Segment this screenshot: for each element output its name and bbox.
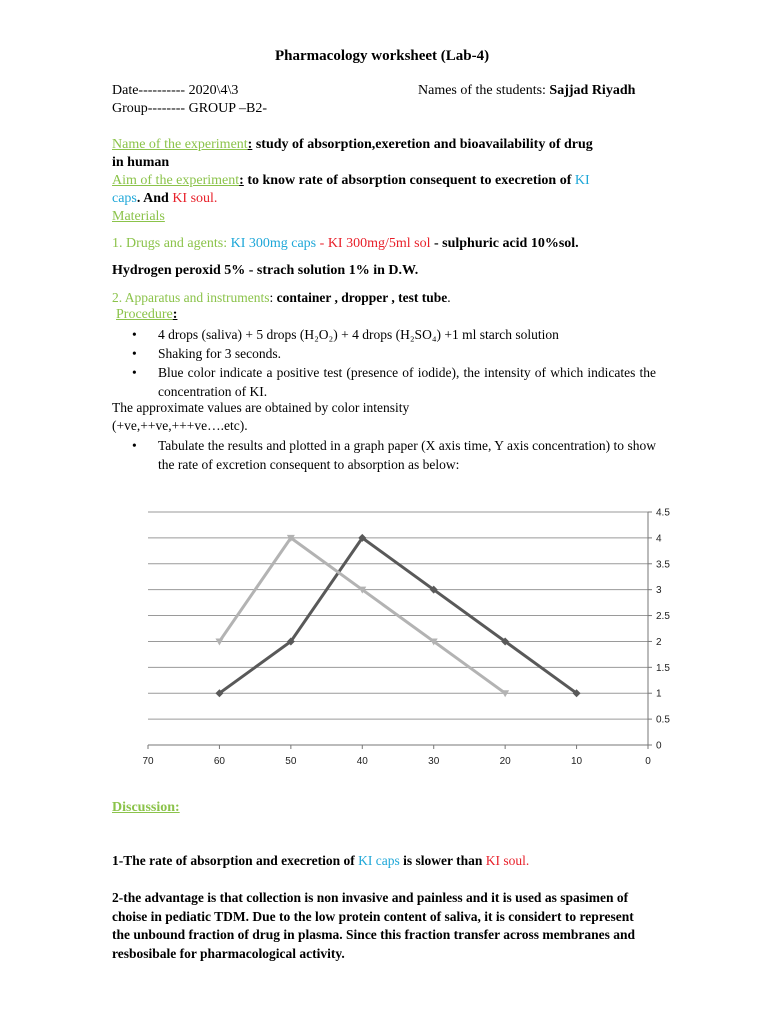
point1-text-b: is slower than <box>399 853 486 868</box>
drugs-dash: - <box>316 236 328 251</box>
approx-line2: (+ve,++ve,+++ve….etc). <box>112 418 248 433</box>
aim-and: . And <box>136 191 173 206</box>
drugs-sol: KI 300mg/5ml sol <box>327 236 431 251</box>
y-tick-label: 1.5 <box>656 662 670 674</box>
point1-soul: KI soul. <box>485 853 530 868</box>
names-label: Names of the students <box>418 83 543 98</box>
approx-line1: The approximate values are obtained by color intensity <box>112 400 410 415</box>
apparatus-label: Apparatus and instruments <box>124 290 270 305</box>
drugs-line: 1. Drugs and agents: KI 300mg caps - KI 300mg/5ml sol - sulphuric acid 10%sol. <box>112 236 579 251</box>
procedure-label: Procedure <box>116 307 173 322</box>
apparatus-line: 2. Apparatus and instruments: container , dropper , test tube. <box>112 290 451 305</box>
apparatus-number: 2. <box>112 290 125 305</box>
x-tick-label: 20 <box>499 756 511 767</box>
point1-text-a: 1-The rate of absorption and execretion of <box>112 853 359 868</box>
experiment-name-label: Name of the experiment <box>112 137 248 152</box>
x-tick-label: 10 <box>571 756 583 767</box>
experiment-name-value: study of absorption,exeretion and bioavailability of drug <box>255 137 593 152</box>
materials-heading: Materials <box>112 209 165 224</box>
procedure-step: • Blue color indicate a positive test (presence of iodide), the intensity of which indicates the concentration of KI. <box>112 363 656 401</box>
x-tick-label: 60 <box>213 756 225 767</box>
y-tick-label: 0 <box>656 740 662 752</box>
experiment-name: Name of the experiment: study of absorption,exeretion and bioavailability of drug <box>112 137 593 152</box>
y-tick-label: 3 <box>656 585 662 597</box>
y-tick-label: 3.5 <box>656 559 670 571</box>
x-tick-label: 70 <box>142 756 154 767</box>
page-title: Pharmacology worksheet (Lab-4) <box>275 48 490 64</box>
y-tick-label: 1 <box>656 688 662 700</box>
aim-line: Aim of the experiment: to know rate of absorption consequent to execretion of KI <box>112 173 590 188</box>
y-tick-label: 4 <box>656 533 662 545</box>
x-tick-label: 50 <box>285 756 297 767</box>
aim-label: Aim of the experiment <box>112 173 240 188</box>
drugs-number: 1. <box>112 236 126 251</box>
x-tick-label: 40 <box>356 756 368 767</box>
procedure-step: • Shaking for 3 seconds. <box>112 344 656 363</box>
aim-soul: KI soul. <box>172 191 218 206</box>
names-line: Names of the students: Sajjad Riyadh <box>418 83 636 98</box>
procedure-step: • 4 drops (saliva) + 5 drops (H₂O₂) + 4 drops (H₂SO₄) +1 ml starch solution <box>112 325 656 344</box>
student-name: Sajjad Riyadh <box>549 83 636 98</box>
drugs-caps: KI 300mg caps <box>230 236 317 251</box>
aim-caps: caps <box>112 191 137 206</box>
drugs-label: Drugs and agents <box>126 236 224 251</box>
point1-caps: KI caps <box>358 853 400 868</box>
aim-value: to know rate of absorption consequent to execretion of <box>247 173 575 188</box>
experiment-name-line2: in human <box>112 155 170 170</box>
apparatus-value: container , dropper , test tube <box>276 290 448 305</box>
date-label: Date---------- <box>112 83 189 98</box>
group-label: Group-------- <box>112 101 189 116</box>
discussion-point-2: 2-the advantage is that collection is non invasive and painless and it is used as spasimen of choise in pediatic TDM. Due to the low protein content of saliva, it is considert to represent the unbound fraction of drug in plasma. Since this fraction transfer across membranes and resbosibale for pharmacological activity. <box>112 890 636 961</box>
drugs-line2: Hydrogen peroxid 5% - strach solution 1% in D.W. <box>112 263 419 278</box>
tabulate-step: • Tabulate the results and plotted in a graph paper (X axis time, Y axis concentration) to show the rate of excretion consequent to absorption as below: <box>112 436 656 474</box>
x-tick-label: 0 <box>645 756 651 767</box>
procedure-heading: Procedure: <box>116 307 178 322</box>
y-tick-label: 4.5 <box>656 507 670 519</box>
y-tick-label: 2 <box>656 636 662 648</box>
y-tick-label: 2.5 <box>656 611 670 623</box>
group-value: GROUP –B2- <box>188 101 268 116</box>
drugs-rest: - sulphuric acid 10%sol. <box>430 236 579 251</box>
discussion-point-1 <box>112 852 652 871</box>
y-tick-label: 0.5 <box>656 714 670 726</box>
date-value: 2020\4\3 <box>188 83 239 98</box>
discussion-heading: Discussion: <box>112 800 180 815</box>
x-tick-label: 30 <box>428 756 440 767</box>
aim-ki: KI <box>574 173 590 188</box>
